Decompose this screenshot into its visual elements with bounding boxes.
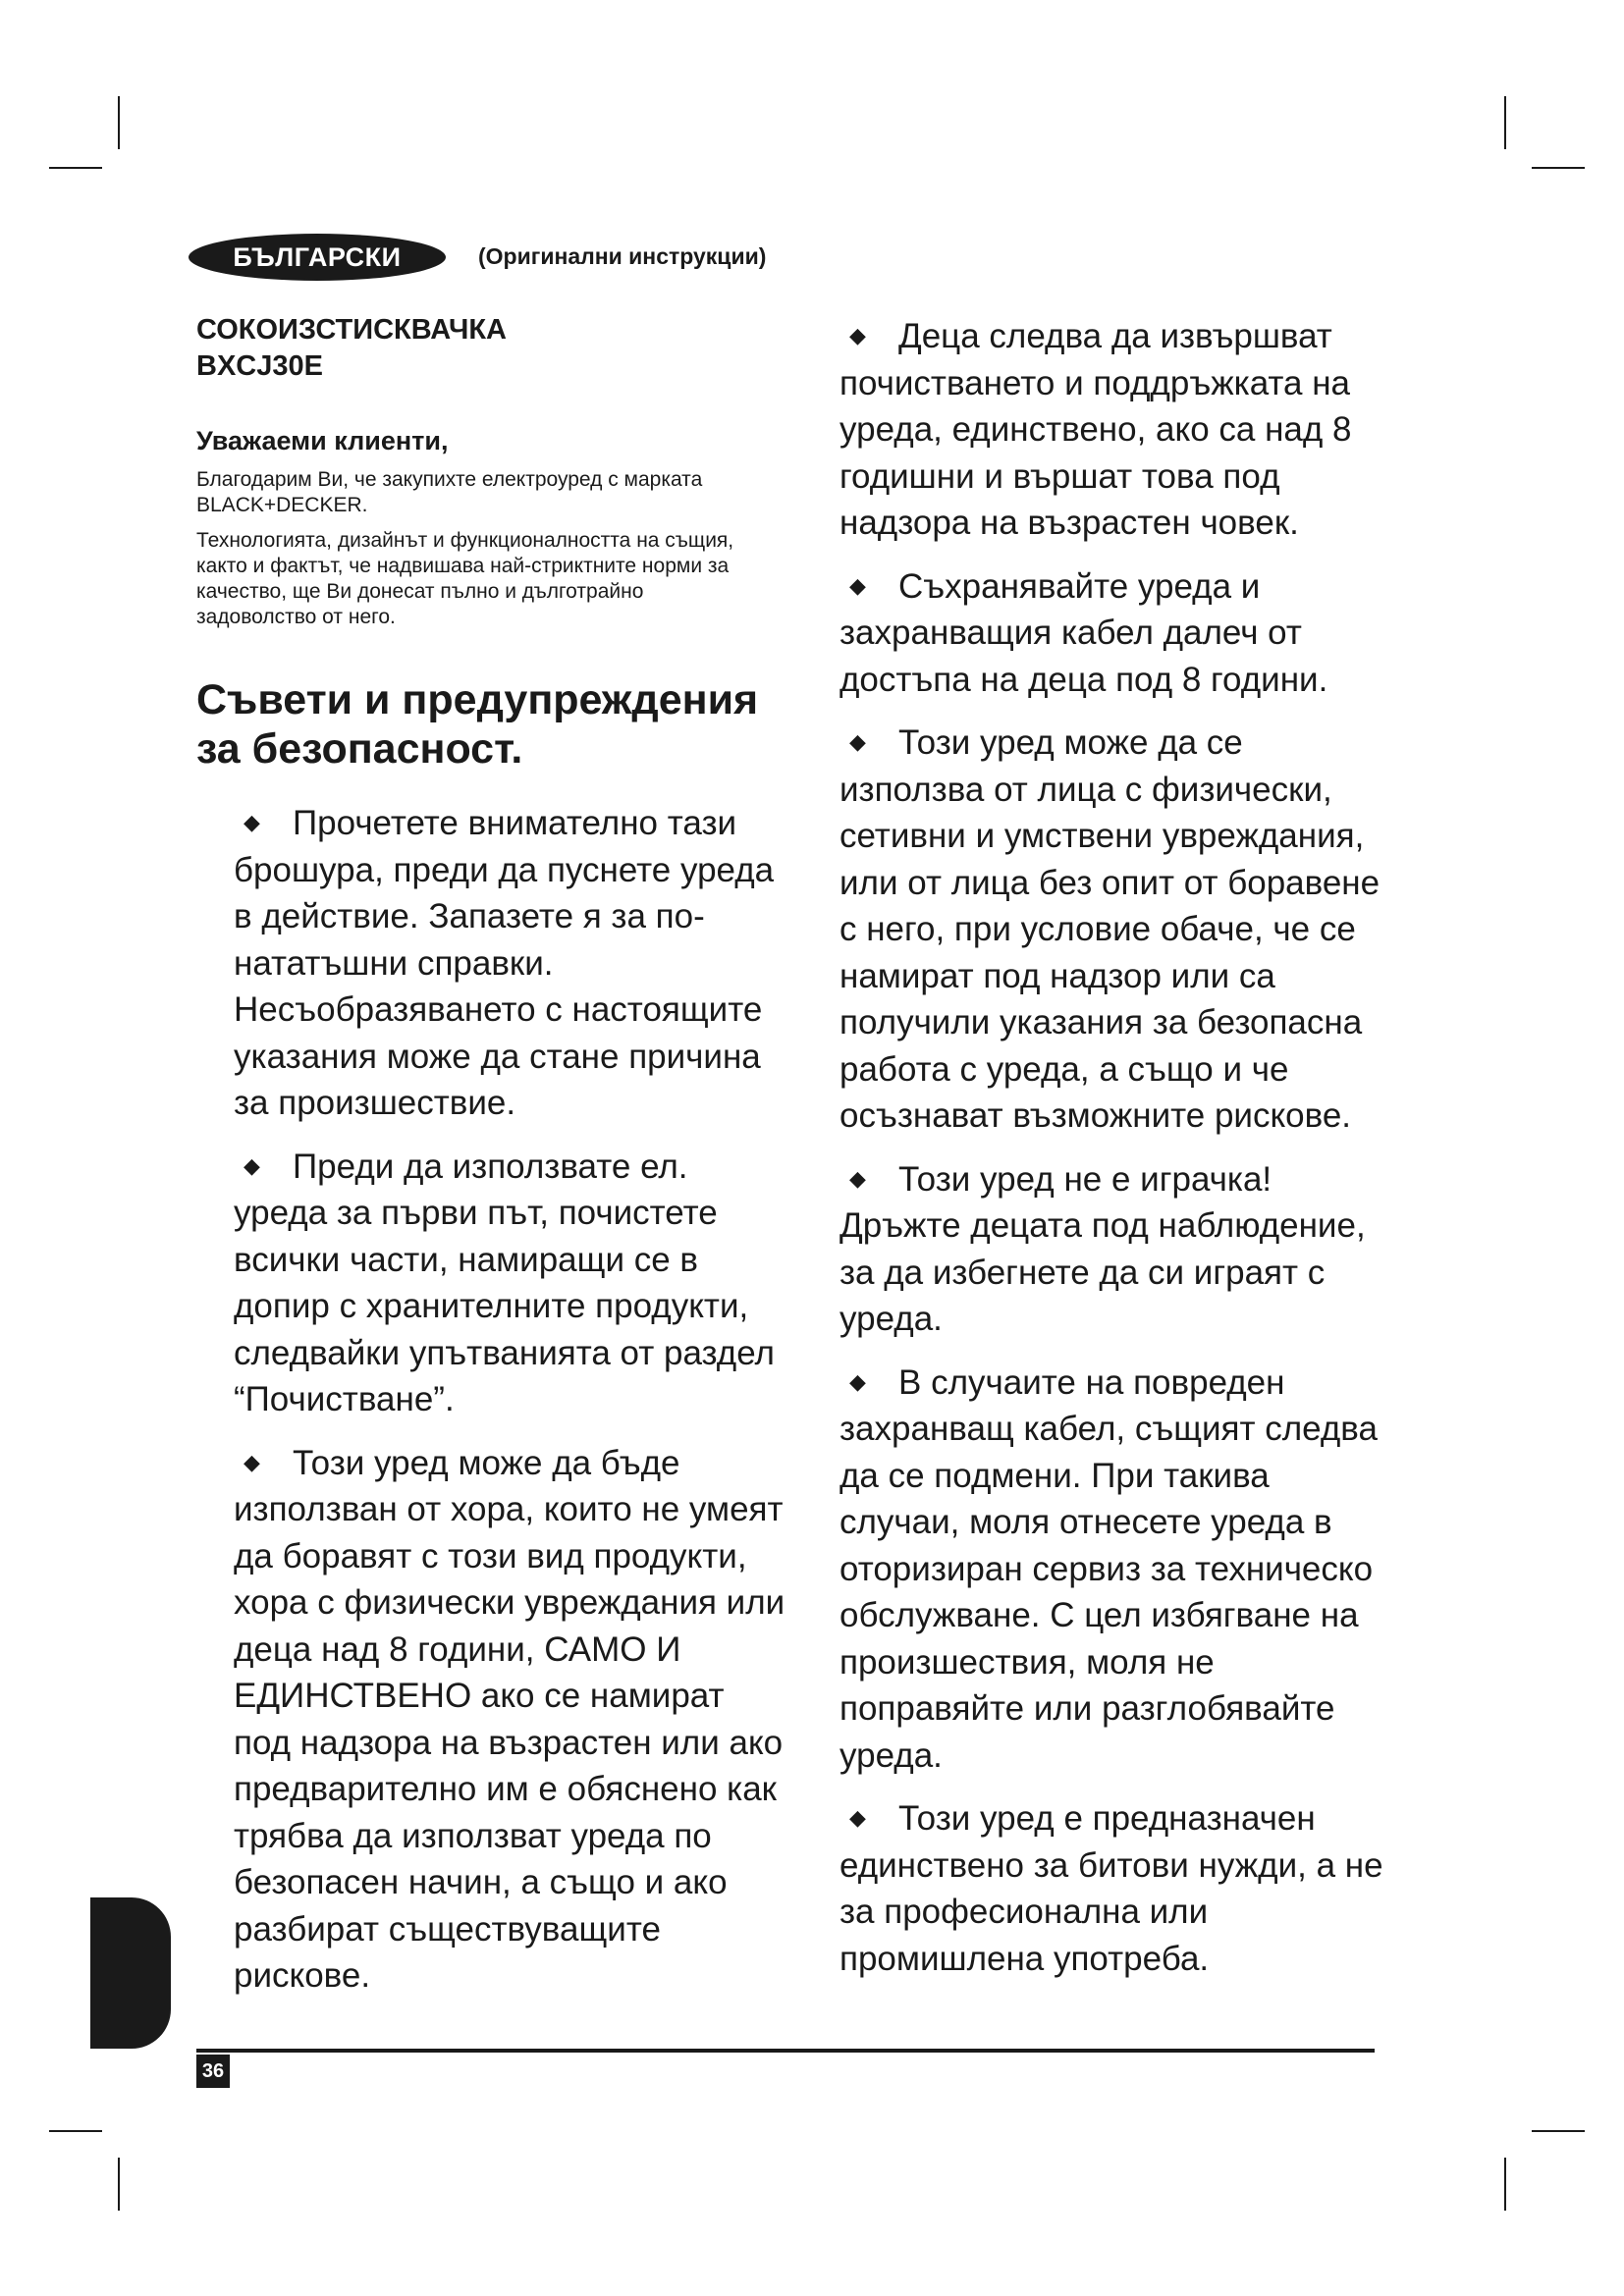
crop-mark: [118, 96, 120, 149]
list-item: [839, 562, 1389, 704]
list-item-text: Деца следва да извършват почистването и поддръжката на уреда, единствено, ако са над 8 годишни и вършат това под надзора на възрастен човек.: [839, 317, 1352, 542]
language-side-tab: [90, 1897, 171, 2049]
crop-mark: [1532, 167, 1585, 169]
diamond-bullet-icon: ◆: [849, 1368, 866, 1394]
list-item: [839, 1359, 1389, 1780]
section-title: Съвети и предупреждения за безопасност.: [196, 676, 759, 773]
list-item: [234, 1143, 788, 1423]
original-instructions-note: (Оригинални инструкции): [478, 243, 767, 269]
diamond-bullet-icon: ◆: [849, 572, 866, 598]
diamond-bullet-icon: ◆: [849, 323, 866, 347]
crop-mark: [1532, 2130, 1585, 2132]
intro-paragraph: Технологията, дизайнът и функционалността на същия, както и фактът, че надвишава най-стриктните норми за качество, ще Ви донесат пълно и дълготрайно задоволство от него.: [196, 529, 734, 628]
list-item: [839, 312, 1389, 547]
list-item-text: Преди да използвате ел. уреда за първи път, почистете всички части, намиращи се в допир с хранителните продукти, следвайки упътванията от раздел “Почистване”.: [234, 1147, 775, 1418]
left-column: [196, 312, 785, 2015]
diamond-bullet-icon: ◆: [244, 810, 260, 834]
crop-mark: [49, 167, 102, 169]
list-item-text: Прочетете внимателно тази брошура, преди да пуснете уреда в действие. Запазете я за по-нататъшни справки. Несъобразяването с настоящите указания може да стане причина за произшествие.: [234, 804, 775, 1122]
list-item: [839, 719, 1389, 1140]
list-item: [234, 1439, 788, 2000]
safety-list-right: [839, 312, 1389, 1982]
list-item: [234, 799, 788, 1127]
diamond-bullet-icon: ◆: [244, 1449, 260, 1474]
crop-mark: [49, 2130, 102, 2132]
product-model: BXCJ30E: [196, 350, 323, 382]
list-item-text: Този уред може да се използва от лица с физически, сетивни и умствени увреждания, или от лица без опит от боравене с него, при условие обаче, че се намират под надзор или са получили указания за безопасна работа с уреда, а също и че осъзнават възможните рискове.: [839, 723, 1380, 1135]
intro-paragraph: Благодарим Ви, че закупихте електроуред с марката BLACK+DECKER.: [196, 468, 703, 516]
list-item: [839, 1155, 1389, 1343]
safety-list-left: [234, 799, 785, 2000]
greeting: Уважаеми клиенти,: [196, 426, 449, 455]
crop-mark: [118, 2158, 120, 2211]
list-item-text: Съхранявайте уреда и захранващия кабел далеч от достъпа на деца под 8 години.: [839, 566, 1328, 699]
list-item-text: В случаите на повреден захранващ кабел, същият следва да се подмени. При такива случаи, моля отнесете уреда в оторизиран сервиз за техническо обслужване. С цел избягване на произшествия, моля не поправяйте или разглобявайте уреда.: [839, 1362, 1378, 1775]
crop-mark: [1504, 96, 1506, 149]
diamond-bullet-icon: ◆: [849, 729, 866, 754]
list-item-text: Този уред може да бъде използван от хора, които не умеят да боравят с този вид продукти, хора с физически увреждания или деца над 8 години, САМО И ЕДИНСТВЕНО ако се намират под надзора на възрастен или ако предварително им е обяснено как трябва да използват уреда по безопасен начин, а също и ако разбират съществуващите рискове.: [234, 1443, 785, 1995]
right-column: [839, 312, 1389, 1998]
diamond-bullet-icon: ◆: [244, 1152, 260, 1178]
crop-mark: [1504, 2158, 1506, 2211]
diamond-bullet-icon: ◆: [849, 1165, 866, 1191]
list-item-text: Този уред не е играчка! Дръжте децата под наблюдение, за да избегнете да си играят с уреда.: [839, 1159, 1366, 1338]
page-number: 36: [196, 2055, 230, 2088]
footer-divider: [196, 2049, 1375, 2053]
list-item: [839, 1794, 1389, 1982]
diamond-bullet-icon: ◆: [849, 1805, 866, 1830]
product-name: СОКОИЗСТИСКВАЧКА: [196, 314, 507, 346]
language-badge: БЪЛГАРСКИ: [189, 234, 446, 281]
list-item-text: Този уред е предназначен единствено за битови нужди, а не за професионална или промишлена употреба.: [839, 1799, 1383, 1978]
